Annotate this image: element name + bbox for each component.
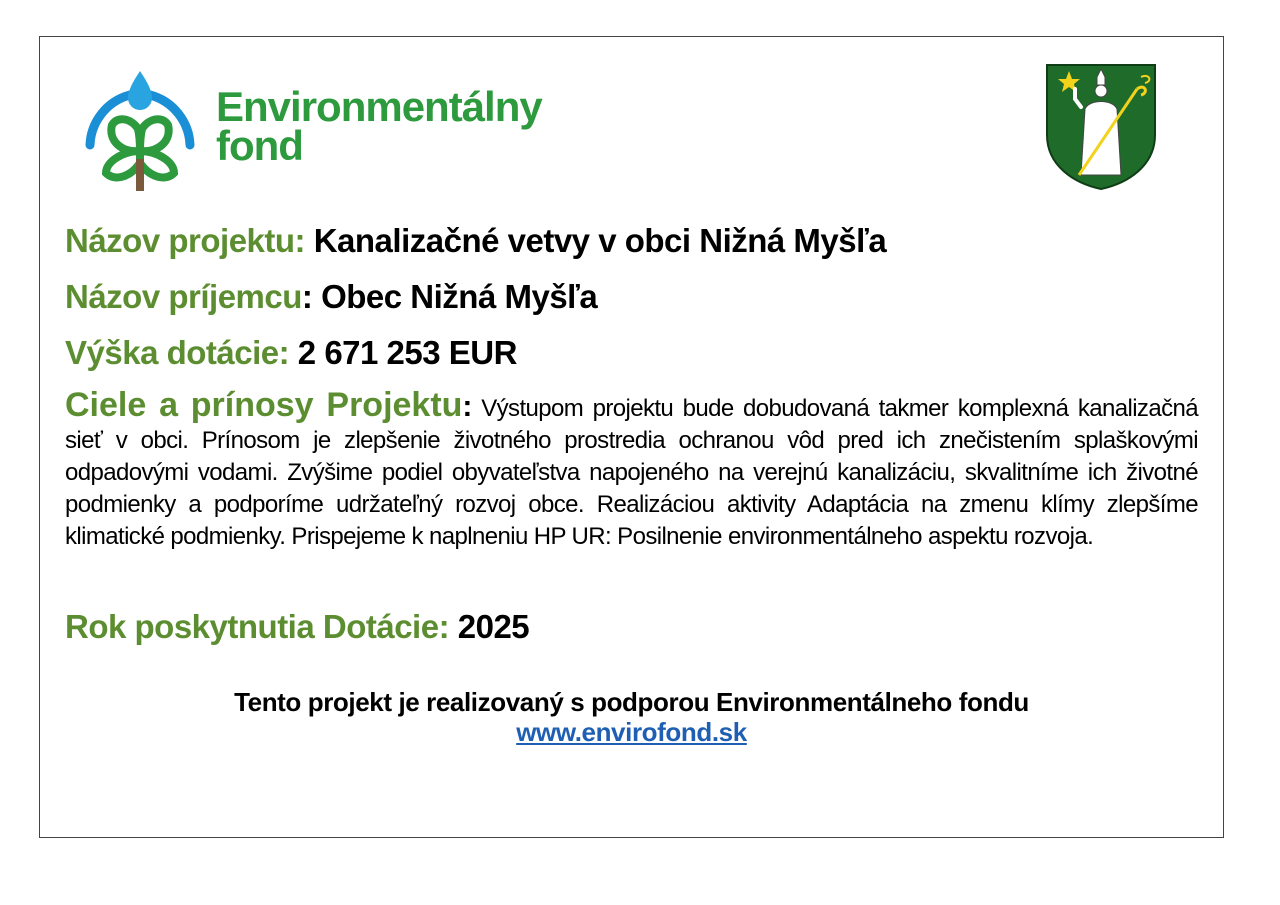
- goals-colon: :: [462, 390, 472, 423]
- project-goals: [65, 386, 1198, 553]
- environmental-fund-logo: [70, 67, 590, 197]
- grant-amount-label: Výška dotácie:: [65, 334, 290, 371]
- grant-year-label: Rok poskytnutia Dotácie:: [65, 608, 450, 645]
- logo-wordmark: [216, 83, 542, 169]
- project-poster: [39, 36, 1224, 838]
- recipient-row: [65, 277, 1198, 317]
- recipient-label: Názov príjemcu: [65, 278, 302, 315]
- project-name-label: Názov projektu:: [65, 222, 306, 259]
- grant-amount-row: [65, 333, 1198, 373]
- leaf-drop-logo-icon: [70, 67, 210, 197]
- recipient-colon: :: [301, 278, 313, 315]
- funding-footer: [40, 687, 1223, 747]
- funding-statement: Tento projekt je realizovaný s podporou Environmentálneho fondu: [234, 687, 1029, 717]
- project-name-row: [65, 221, 1198, 261]
- recipient-value: Obec Nižná Myšľa: [321, 278, 598, 315]
- project-name-value: Kanalizačné vetvy v obci Nižná Myšľa: [313, 222, 887, 259]
- grant-amount-value: 2 671 253 EUR: [297, 334, 517, 371]
- goals-label: Ciele a prínosy Projektu: [65, 386, 463, 424]
- goals-text: Výstupom projektu bude dobudovaná takmer komplexná kanalizačná sieť v obci. Prínosom je zlepšenie životného prostredia ochranou vôd pred ich znečistením splaškovými odpadovými vodami. Zvýšime podiel obyvateľstva napojeného na verejnú kanalizáciu, skvalitníme ich životné podmienky a podporíme udržateľný rozvoj obce. Realizáciou aktivity Adaptácia na zmenu klímy zlepšíme klimatické podmienky. Prispejeme k naplneniu HP UR: Posilnenie environmentálneho aspektu rozvoja.: [65, 395, 1198, 550]
- grant-year-row: [65, 607, 1198, 647]
- coat-of-arms-icon: [1045, 63, 1157, 191]
- envirofond-link[interactable]: www.envirofond.sk: [516, 717, 747, 747]
- logo-line-2: fond: [216, 122, 303, 169]
- grant-year-value: 2025: [457, 608, 530, 645]
- logo-line-1: Environmentálny: [216, 83, 542, 130]
